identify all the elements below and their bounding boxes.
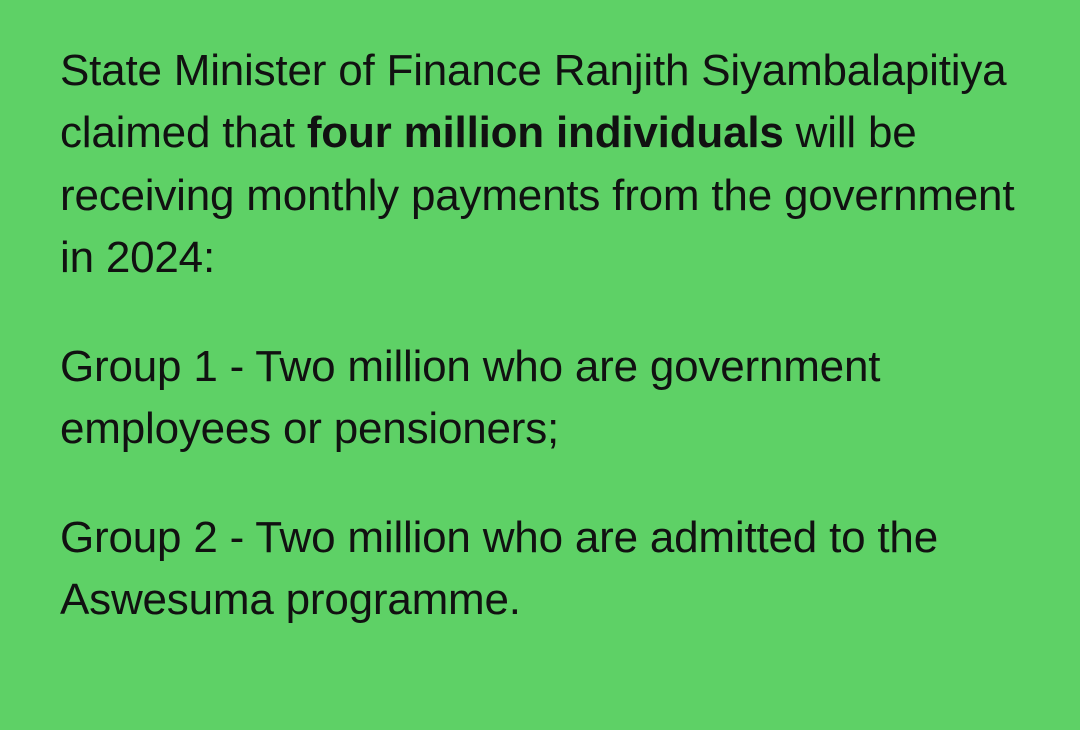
intro-text-after-emphasis: will be receiving monthly payments from the government in 2024: (60, 108, 1015, 283)
intro-emphasis: four million individuals (306, 108, 784, 158)
intro-paragraph (60, 40, 1020, 290)
intro-text-before-emphasis: State Minister of Finance Ranjith Siyambalapitiya claimed that (60, 46, 1007, 158)
group-two-paragraph: Group 2 - Two million who are admitted to the Aswesuma programme. (60, 512, 938, 625)
group-one-paragraph: Group 1 - Two million who are government employees or pensioners; (60, 341, 881, 454)
